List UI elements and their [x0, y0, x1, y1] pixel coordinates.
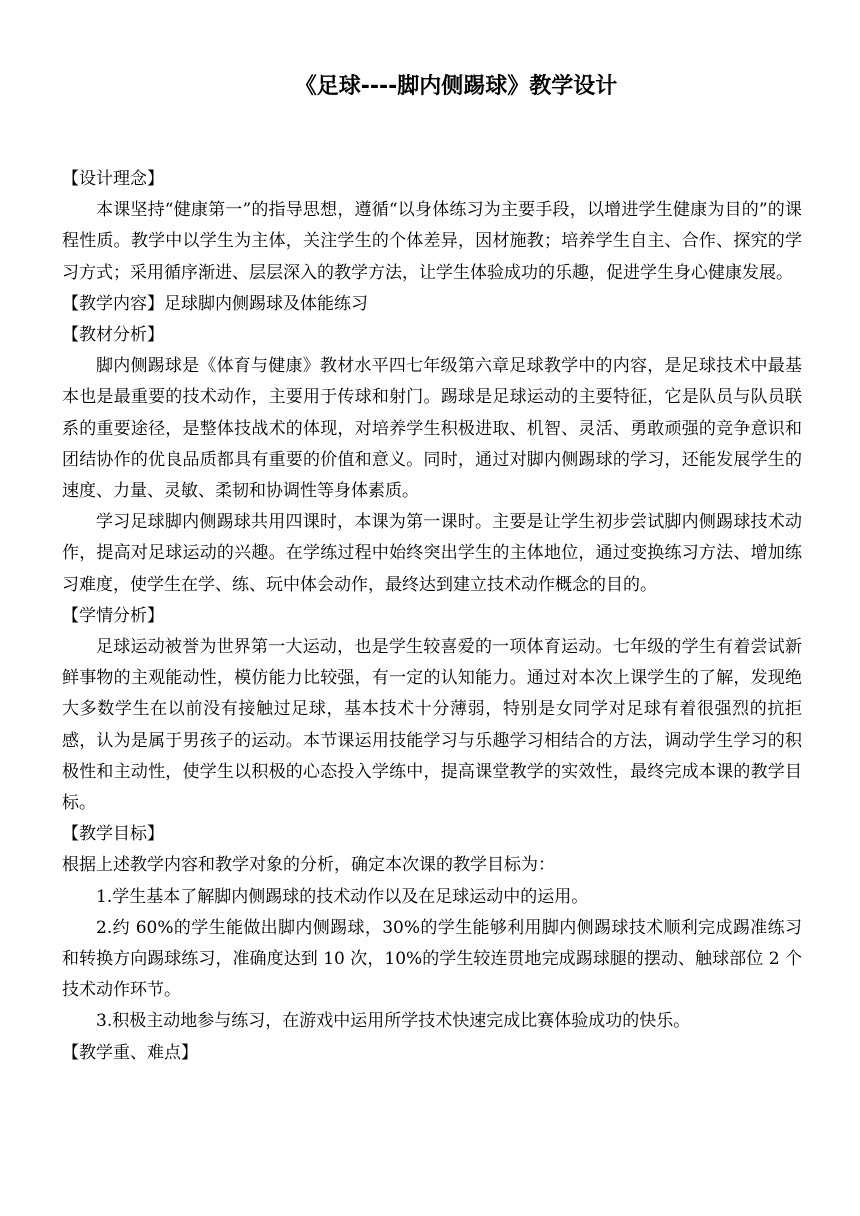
teaching-goal-item-1: 1.学生基本了解脚内侧踢球的技术动作以及在足球运动中的运用。: [96, 886, 589, 907]
material-analysis-paragraph-2: 学习足球脚内侧踢球共用四课时，本课为第一课时。主要是让学生初步尝试脚内侧踢球技术动作，提高对足球运动的兴趣。在学练过程中始终突出学生的主体地位，通过变换练习方法、增加练习难度，使学生在学、练、玩中体会动作，最终达到建立技术动作概念的目的。: [62, 512, 802, 595]
section-heading-design-concept: 【设计理念】: [62, 169, 164, 189]
teaching-goals-intro: 根据上述教学内容和教学对象的分析，确定本次课的教学目标为：: [62, 855, 555, 876]
teaching-goal-item-3: 3.积极主动地参与练习，在游戏中运用所学技术快速完成比赛体验成功的快乐。: [96, 1011, 691, 1032]
design-concept-paragraph: 本课坚持“健康第一”的指导思想，遵循“以身体练习为主要手段，以增进学生健康为目的”的课程性质。教学中以学生为主体，关注学生的个体差异，因材施教；培养学生自主、合作、探究的学习方式；采用循序渐进、层层深入的教学方法，让学生体验成功的乐趣，促进学生身心健康发展。: [62, 200, 802, 283]
teaching-goal-item-2: 2.约 60%的学生能做出脚内侧踢球，30%的学生能够利用脚内侧踢球技术顺利完成踢准练习和转换方向踢球练习，准确度达到 10 次，10%的学生较连贯地完成踢球腿的摆动、触球部位 2 个技术动作环节。: [62, 917, 802, 1001]
document-title: 《足球----脚内侧踢球》教学设计: [294, 74, 618, 99]
section-heading-student-analysis: 【学情分析】: [62, 605, 164, 626]
section-heading-material-analysis: 【教材分析】: [62, 325, 164, 346]
section-heading-key-points: 【教学重、难点】: [62, 1042, 198, 1063]
material-analysis-paragraph-1: 脚内侧踢球是《体育与健康》教材水平四七年级第六章足球教学中的内容，是足球技术中最基本也是最重要的技术动作，主要用于传球和射门。踢球是足球运动的主要特征，它是队员与队员联系的重要途径，是整体技战术的体现，对培养学生积极进取、机智、灵活、勇敢顽强的竞争意识和团结协作的优良品质都具有重要的价值和意义。同时，通过对脚内侧踢球的学习，还能发展学生的速度、力量、灵敏、柔韧和协调性等身体素质。: [62, 356, 802, 502]
document-body: [62, 164, 802, 1069]
section-heading-teaching-goals: 【教学目标】: [62, 824, 164, 845]
section-heading-teaching-content: 【教学内容】足球脚内侧踢球及体能练习: [62, 293, 368, 314]
student-analysis-paragraph: 足球运动被誉为世界第一大运动，也是学生较喜爱的一项体育运动。七年级的学生有着尝试新鲜事物的主观能动性，模仿能力比较强，有一定的认知能力。通过对本次上课学生的了解，发现绝大多数学生在以前没有接触过足球，基本技术十分薄弱，特别是女同学对足球有着很强烈的抗拒感，认为是属于男孩子的运动。本节课运用技能学习与乐趣学习相结合的方法，调动学生学习的积极性和主动性，使学生以积极的心态投入学练中，提高课堂教学的实效性，最终完成本课的教学目标。: [62, 637, 802, 814]
